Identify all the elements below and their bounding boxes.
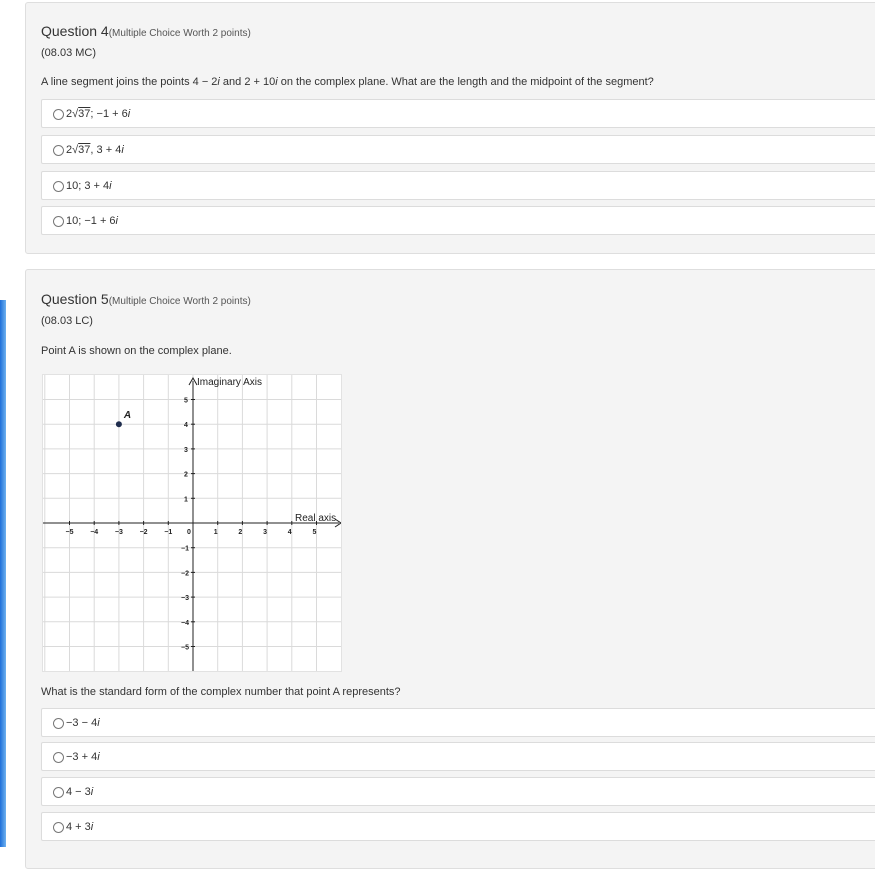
- x-tick-label: 0: [187, 529, 191, 536]
- y-tick-label: 5: [184, 397, 188, 405]
- question-4-card: [25, 2, 875, 254]
- answer-option-4[interactable]: [41, 206, 875, 235]
- x-tick-label: 2: [238, 529, 243, 536]
- answer-label: 4 + 3i: [66, 821, 94, 833]
- question-worth: (Multiple Choice Worth 2 points): [108, 296, 251, 307]
- question-prompt: A line segment joins the points 4 − 2i and 2 + 10i on the complex plane. What are the length and the midpoint of the segment?: [41, 76, 654, 88]
- x-tick-label: −3: [114, 529, 123, 536]
- question-code: (08.03 MC): [41, 47, 97, 59]
- question-5-card: [25, 269, 875, 869]
- answer-label: 2√37; −1 + 6i: [66, 108, 131, 120]
- real-axis-label: Real axis: [295, 513, 337, 524]
- y-tick-label: 2: [184, 471, 188, 479]
- answer-label: 10; 3 + 4i: [66, 180, 112, 192]
- question-number: Question 4: [41, 23, 109, 39]
- answer-option-1[interactable]: [41, 99, 875, 128]
- y-tick-label: −1: [181, 545, 189, 553]
- answer-label: 10; −1 + 6i: [66, 215, 118, 227]
- imaginary-axis-label: Imaginary Axis: [197, 377, 263, 388]
- radio-button[interactable]: [53, 718, 64, 729]
- y-tick-label: −5: [181, 644, 189, 652]
- answer-option-2[interactable]: [41, 742, 875, 771]
- answer-option-2[interactable]: [41, 135, 875, 164]
- radio-button[interactable]: [53, 752, 64, 763]
- answer-option-3[interactable]: [41, 777, 875, 806]
- x-tick-label: 5: [312, 529, 317, 536]
- answer-option-4[interactable]: [41, 812, 875, 841]
- x-tick-label: 1: [213, 529, 218, 536]
- point-a-marker: [116, 421, 122, 427]
- radio-button[interactable]: [53, 787, 64, 798]
- question-prompt: Point A is shown on the complex plane.: [41, 345, 232, 357]
- complex-plane-svg: [43, 375, 341, 671]
- complex-plane-graph: [42, 374, 342, 672]
- answer-label: 2√37, 3 + 4i: [66, 144, 124, 156]
- question-worth: (Multiple Choice Worth 2 points): [108, 28, 251, 39]
- x-tick-label: 3: [263, 529, 268, 536]
- y-tick-label: −2: [181, 570, 189, 578]
- x-tick-label: −4: [90, 529, 99, 536]
- answer-option-1[interactable]: [41, 708, 875, 737]
- answer-label: 4 − 3i: [66, 786, 94, 798]
- point-a-label: A: [123, 410, 132, 422]
- x-tick-label: −1: [164, 529, 173, 536]
- question-text: What is the standard form of the complex number that point A represents?: [41, 686, 401, 698]
- x-tick-label: 4: [287, 529, 292, 536]
- radio-button[interactable]: [53, 145, 64, 156]
- question-number: Question 5: [41, 291, 109, 307]
- radio-button[interactable]: [53, 216, 64, 227]
- window-edge-strip: [0, 300, 6, 847]
- y-tick-label: −3: [181, 595, 189, 603]
- x-tick-label: −5: [65, 529, 74, 536]
- radio-button[interactable]: [53, 181, 64, 192]
- y-tick-label: 1: [184, 496, 188, 504]
- answer-label: −3 + 4i: [66, 751, 100, 763]
- y-tick-label: 3: [184, 446, 188, 454]
- question-5-title: [41, 291, 251, 307]
- x-tick-label: −2: [139, 529, 148, 536]
- answer-label: −3 − 4i: [66, 717, 100, 729]
- answer-option-3[interactable]: [41, 171, 875, 200]
- radio-button[interactable]: [53, 109, 64, 120]
- question-4-title: [41, 23, 251, 39]
- radio-button[interactable]: [53, 822, 64, 833]
- y-tick-label: 4: [184, 422, 188, 430]
- y-tick-label: −4: [181, 619, 189, 627]
- question-code: (08.03 LC): [41, 315, 93, 327]
